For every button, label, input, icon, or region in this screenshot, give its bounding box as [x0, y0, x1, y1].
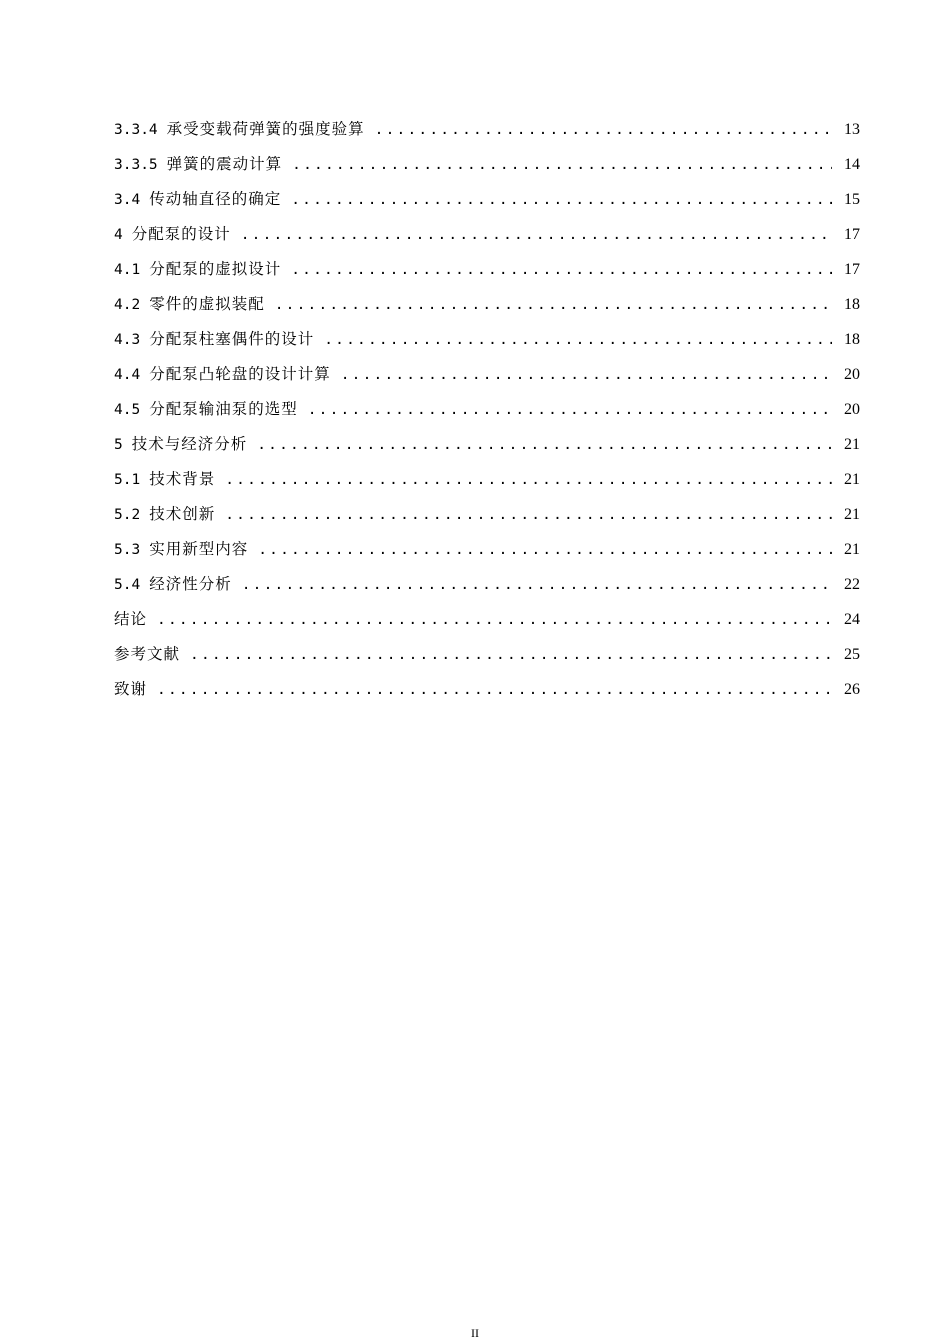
toc-entry-title: 零件的虚拟装配	[149, 295, 265, 313]
toc-entry-page: 22	[844, 576, 860, 593]
toc-dot-leader	[157, 603, 832, 638]
toc-dot-leader	[375, 113, 832, 148]
toc-entry-title: 分配泵凸轮盘的设计计算	[149, 365, 331, 383]
toc-entry-title: 分配泵的虚拟设计	[149, 260, 282, 278]
toc-entry-page: 21	[844, 506, 860, 523]
toc-entry-title: 分配泵的设计	[131, 225, 231, 243]
toc-entry[interactable]	[114, 182, 860, 217]
toc-entry[interactable]	[114, 217, 860, 252]
toc-entry-page: 18	[844, 296, 860, 313]
toc-entry-number: 5.3	[114, 542, 141, 558]
toc-entry[interactable]	[114, 112, 860, 147]
toc-dot-leader	[291, 253, 832, 288]
toc-entry[interactable]	[114, 252, 860, 287]
toc-entry[interactable]	[114, 287, 860, 322]
toc-entry-title: 承受变载荷弹簧的强度验算	[166, 120, 365, 138]
toc-dot-leader	[258, 533, 832, 568]
toc-entry-title: 技术与经济分析	[131, 435, 248, 453]
toc-entry-title: 技术创新	[149, 505, 216, 523]
toc-entry[interactable]	[114, 462, 860, 497]
toc-entry-title: 经济性分析	[149, 575, 232, 593]
toc-dot-leader	[157, 673, 832, 708]
toc-entry[interactable]	[114, 637, 860, 672]
toc-entry-number: 3.3.5	[114, 157, 158, 173]
toc-entry-page: 21	[844, 436, 860, 453]
toc-entry-title: 技术背景	[149, 470, 216, 488]
toc-entry-page: 20	[844, 401, 860, 418]
toc-dot-leader	[242, 568, 832, 603]
toc-dot-leader	[275, 288, 832, 323]
toc-dot-leader	[225, 463, 832, 498]
toc-entry-title: 结论	[114, 610, 148, 628]
toc-entry-page: 15	[844, 191, 860, 208]
toc-entry-title: 参考文献	[114, 645, 181, 663]
toc-entry-page: 18	[844, 331, 860, 348]
toc-dot-leader	[225, 498, 832, 533]
toc-entry[interactable]	[114, 427, 860, 462]
toc-dot-leader	[292, 148, 832, 183]
toc-entry-title: 分配泵输油泵的选型	[149, 400, 298, 418]
toc-dot-leader	[291, 183, 832, 218]
toc-entry-number: 5.1	[114, 472, 141, 488]
table-of-contents	[114, 112, 860, 707]
toc-entry-page: 21	[844, 471, 860, 488]
toc-entry-page: 17	[844, 261, 860, 278]
toc-entry-number: 5.2	[114, 507, 141, 523]
toc-entry-title: 实用新型内容	[149, 540, 249, 558]
toc-entry[interactable]	[114, 532, 860, 567]
page-number-footer: II	[471, 1326, 479, 1340]
toc-entry-number: 4.2	[114, 297, 141, 313]
toc-entry-page: 21	[844, 541, 860, 558]
toc-entry-title: 致谢	[114, 680, 148, 698]
toc-dot-leader	[190, 638, 832, 673]
toc-entry-number: 5.4	[114, 577, 141, 593]
toc-entry-page: 17	[844, 226, 860, 243]
toc-entry-title: 传动轴直径的确定	[149, 190, 282, 208]
toc-dot-leader	[257, 428, 832, 463]
toc-entry-number: 4.3	[114, 332, 141, 348]
toc-entry-page: 20	[844, 366, 860, 383]
toc-entry-number: 4	[114, 227, 123, 243]
toc-entry-number: 5	[114, 437, 123, 453]
toc-entry[interactable]	[114, 497, 860, 532]
toc-entry[interactable]	[114, 357, 860, 392]
toc-entry-page: 26	[844, 681, 860, 698]
toc-entry-page: 14	[844, 156, 860, 173]
toc-dot-leader	[324, 323, 832, 358]
toc-dot-leader	[308, 393, 832, 428]
toc-entry-number: 4.1	[114, 262, 141, 278]
toc-entry-page: 24	[844, 611, 860, 628]
toc-entry[interactable]	[114, 392, 860, 427]
toc-entry-page: 13	[844, 121, 860, 138]
toc-entry-number: 3.3.4	[114, 122, 158, 138]
toc-entry[interactable]	[114, 147, 860, 182]
toc-dot-leader	[241, 218, 832, 253]
toc-entry[interactable]	[114, 322, 860, 357]
toc-entry[interactable]	[114, 602, 860, 637]
toc-entry-number: 3.4	[114, 192, 141, 208]
toc-entry-title: 分配泵柱塞偶件的设计	[149, 330, 315, 348]
toc-entry-number: 4.4	[114, 367, 141, 383]
toc-dot-leader	[341, 358, 832, 393]
toc-entry-title: 弹簧的震动计算	[166, 155, 283, 173]
toc-entry-number: 4.5	[114, 402, 141, 418]
toc-entry[interactable]	[114, 567, 860, 602]
toc-entry-page: 25	[844, 646, 860, 663]
toc-entry[interactable]	[114, 672, 860, 707]
